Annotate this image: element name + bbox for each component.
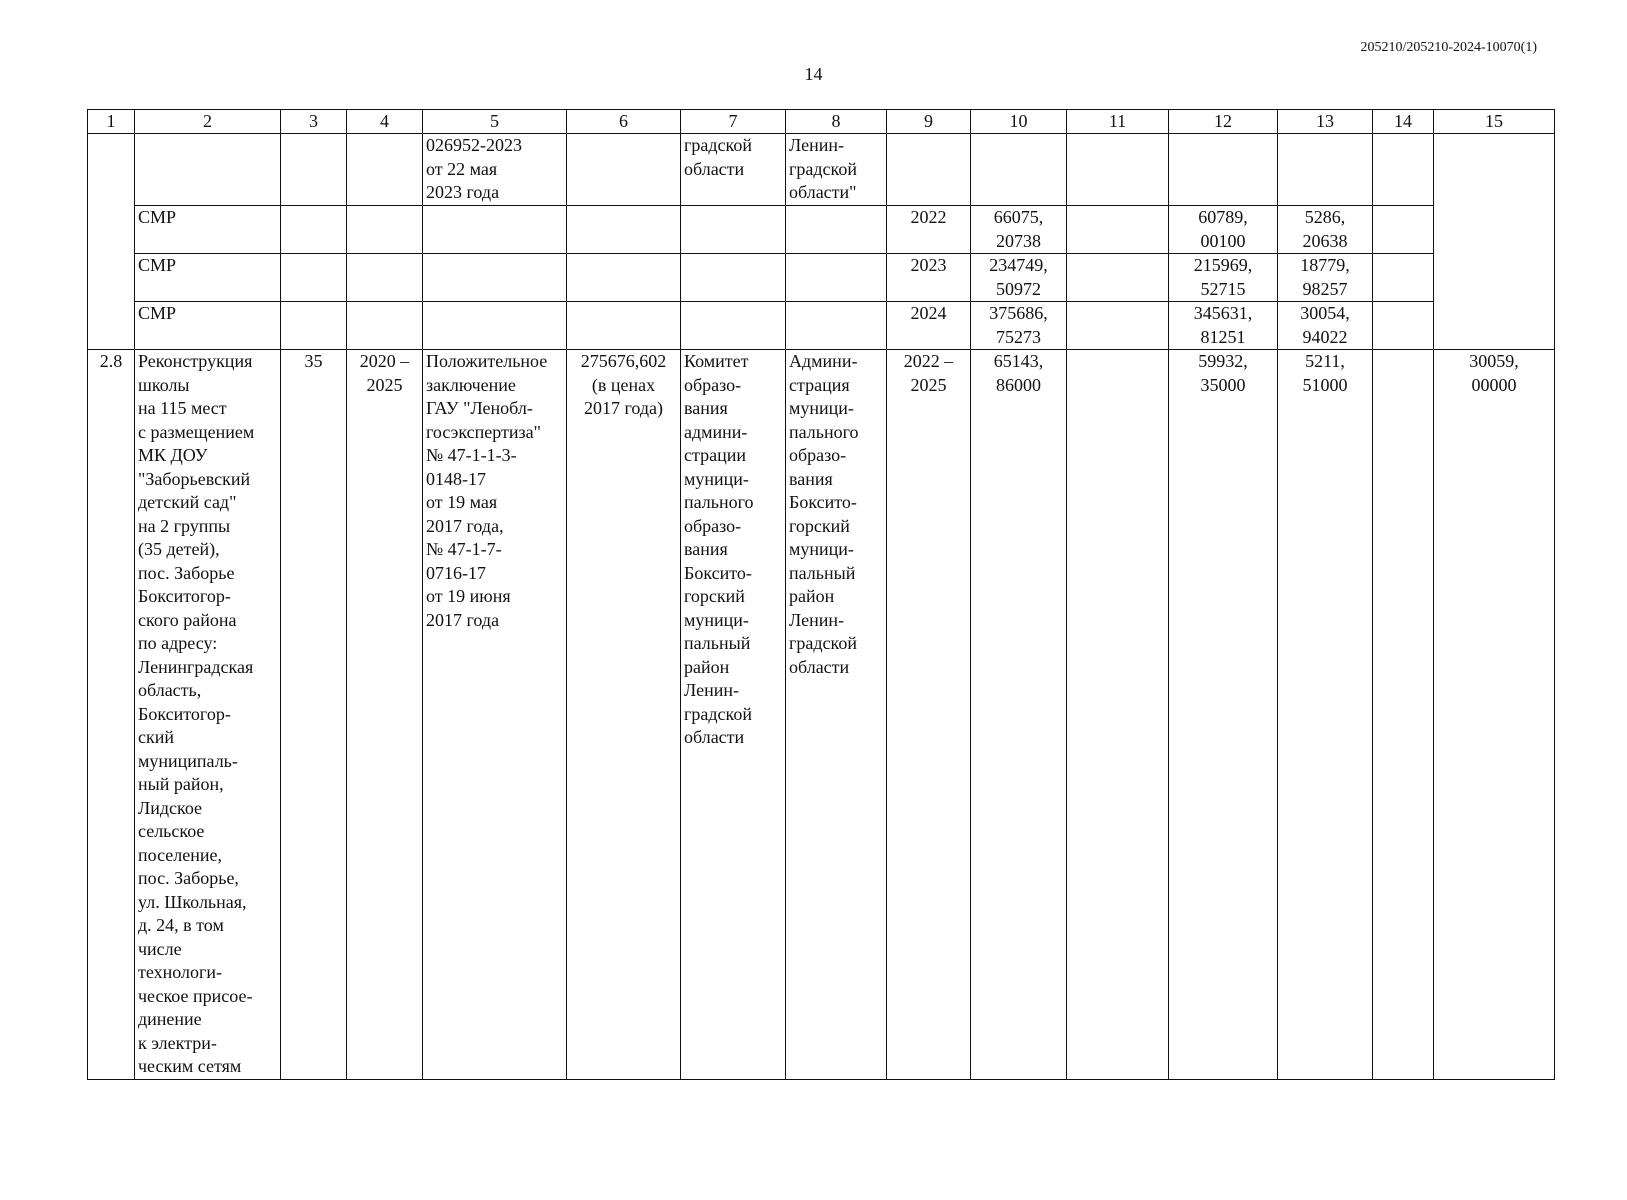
table-cell-empty: [681, 254, 786, 302]
table-row-smr: [88, 254, 1555, 302]
developer-cell: Админи- страция муници- пального образо- вания Боксито- горский муници- пальный район Ленин- градской области: [786, 350, 887, 1080]
object-name-cell: Реконструкция школы на 115 мест с размещением МК ДОУ "Заборьевский детский сад" на 2 группы (35 детей), пос. Заборье Бокситогор- ского района по адресу: Ленинградская область, Бокситогор- ский муниципаль- ный район, Лидское сельское поселение, пос. Заборье, ул. Школьная, д. 24, в том числе технологи- ческое присое- динение к электри- ческим сетям: [135, 350, 281, 1080]
table-row-smr: [88, 206, 1555, 254]
column-number: 7: [681, 110, 786, 134]
row-number-cell: 2.8: [88, 350, 135, 1080]
regional-budget-cell: 345631, 81251: [1169, 302, 1278, 350]
local-budget-cell: 5211, 51000: [1278, 350, 1373, 1080]
total-amount-cell: 234749, 50972: [971, 254, 1067, 302]
table-cell-empty: [281, 254, 347, 302]
table-cell-empty: [1067, 302, 1169, 350]
table-cell-empty: [567, 206, 681, 254]
table-cell-empty: [786, 254, 887, 302]
table-cell-empty: [1373, 134, 1434, 206]
table-cell-empty: [1373, 302, 1434, 350]
table-cell-empty: [1434, 134, 1555, 350]
local-budget-cell: 5286, 20638: [1278, 206, 1373, 254]
column-number: 12: [1169, 110, 1278, 134]
table-cell-empty: [786, 302, 887, 350]
total-amount-cell: 375686, 75273: [971, 302, 1067, 350]
local-budget-cell: 30054, 94022: [1278, 302, 1373, 350]
year-cell: 2024: [887, 302, 971, 350]
customer-cell: градской области: [681, 134, 786, 206]
column-number: 15: [1434, 110, 1555, 134]
total-amount-cell: 66075, 20738: [971, 206, 1067, 254]
customer-cell: Комитет образо- вания админи- страции муници- пального образо- вания Боксито- горский муници- пальный район Ленин- градской области: [681, 350, 786, 1080]
work-type-cell: СМР: [135, 206, 281, 254]
table-row-continuation: [88, 134, 1555, 206]
table-cell-empty: [887, 134, 971, 206]
table-cell-empty: [786, 206, 887, 254]
column-number: 3: [281, 110, 347, 134]
table-cell-empty: [971, 134, 1067, 206]
developer-cell: Ленин- градской области": [786, 134, 887, 206]
local-budget-cell: 18779, 98257: [1278, 254, 1373, 302]
table-cell-empty: [1373, 206, 1434, 254]
table-row-smr: [88, 302, 1555, 350]
table-cell-empty: [423, 206, 567, 254]
table-cell-empty: [281, 134, 347, 206]
table-cell-empty: [681, 206, 786, 254]
work-type-cell: СМР: [135, 302, 281, 350]
table-cell-empty: [347, 206, 423, 254]
table-cell-empty: [567, 302, 681, 350]
column-number: 6: [567, 110, 681, 134]
column-number: 13: [1278, 110, 1373, 134]
table-cell-empty: [1278, 134, 1373, 206]
total-amount-cell: 65143, 86000: [971, 350, 1067, 1080]
table-cell-empty: [423, 302, 567, 350]
table-cell-empty: [1067, 254, 1169, 302]
investment-program-table: [87, 109, 1555, 1080]
document-registration-number: 205210/205210-2024-10070(1): [1360, 40, 1537, 55]
table-cell-empty: [1067, 350, 1169, 1080]
financing-period-cell: 2022 – 2025: [887, 350, 971, 1080]
table-cell-empty: [681, 302, 786, 350]
table-cell-empty: [88, 134, 135, 350]
table-cell-empty: [347, 302, 423, 350]
table-cell-empty: [1067, 206, 1169, 254]
regional-budget-cell: 215969, 52715: [1169, 254, 1278, 302]
table-cell-empty: [1169, 134, 1278, 206]
estimated-cost-cell: 275676,602 (в ценах 2017 года): [567, 350, 681, 1080]
column-number: 9: [887, 110, 971, 134]
year-cell: 2023: [887, 254, 971, 302]
capacity-cell: 35: [281, 350, 347, 1080]
table-cell-empty: [567, 254, 681, 302]
regional-budget-cell: 60789, 00100: [1169, 206, 1278, 254]
table-cell-empty: [281, 206, 347, 254]
column-number: 8: [786, 110, 887, 134]
table-cell-empty: [567, 134, 681, 206]
table-cell-empty: [423, 254, 567, 302]
column-number: 11: [1067, 110, 1169, 134]
column-number: 14: [1373, 110, 1434, 134]
table-cell-empty: [1373, 254, 1434, 302]
column-number: 1: [88, 110, 135, 134]
table-cell-empty: [347, 254, 423, 302]
year-cell: 2022: [887, 206, 971, 254]
regional-budget-cell: 59932, 35000: [1169, 350, 1278, 1080]
construction-period-cell: 2020 – 2025: [347, 350, 423, 1080]
column-number-row: [88, 110, 1555, 134]
work-type-cell: СМР: [135, 254, 281, 302]
page-number: 14: [804, 64, 823, 84]
table-cell-empty: [1067, 134, 1169, 206]
table-cell-empty: [281, 302, 347, 350]
column-number: 2: [135, 110, 281, 134]
column-number: 10: [971, 110, 1067, 134]
table-row-2-8: [88, 350, 1555, 1080]
column-number: 5: [423, 110, 567, 134]
expertise-conclusion-cell: 026952-2023 от 22 мая 2023 года: [423, 134, 567, 206]
table-cell-empty: [347, 134, 423, 206]
table-cell-empty: [1373, 350, 1434, 1080]
expertise-conclusion-cell: Положительное заключение ГАУ "Ленобл- госэкспертиза" № 47-1-1-3- 0148-17 от 19 мая 2017 года, № 47-1-7- 0716-17 от 19 июня 2017 года: [423, 350, 567, 1080]
column-number: 4: [347, 110, 423, 134]
table-cell-empty: [135, 134, 281, 206]
remaining-cost-cell: 30059, 00000: [1434, 350, 1555, 1080]
